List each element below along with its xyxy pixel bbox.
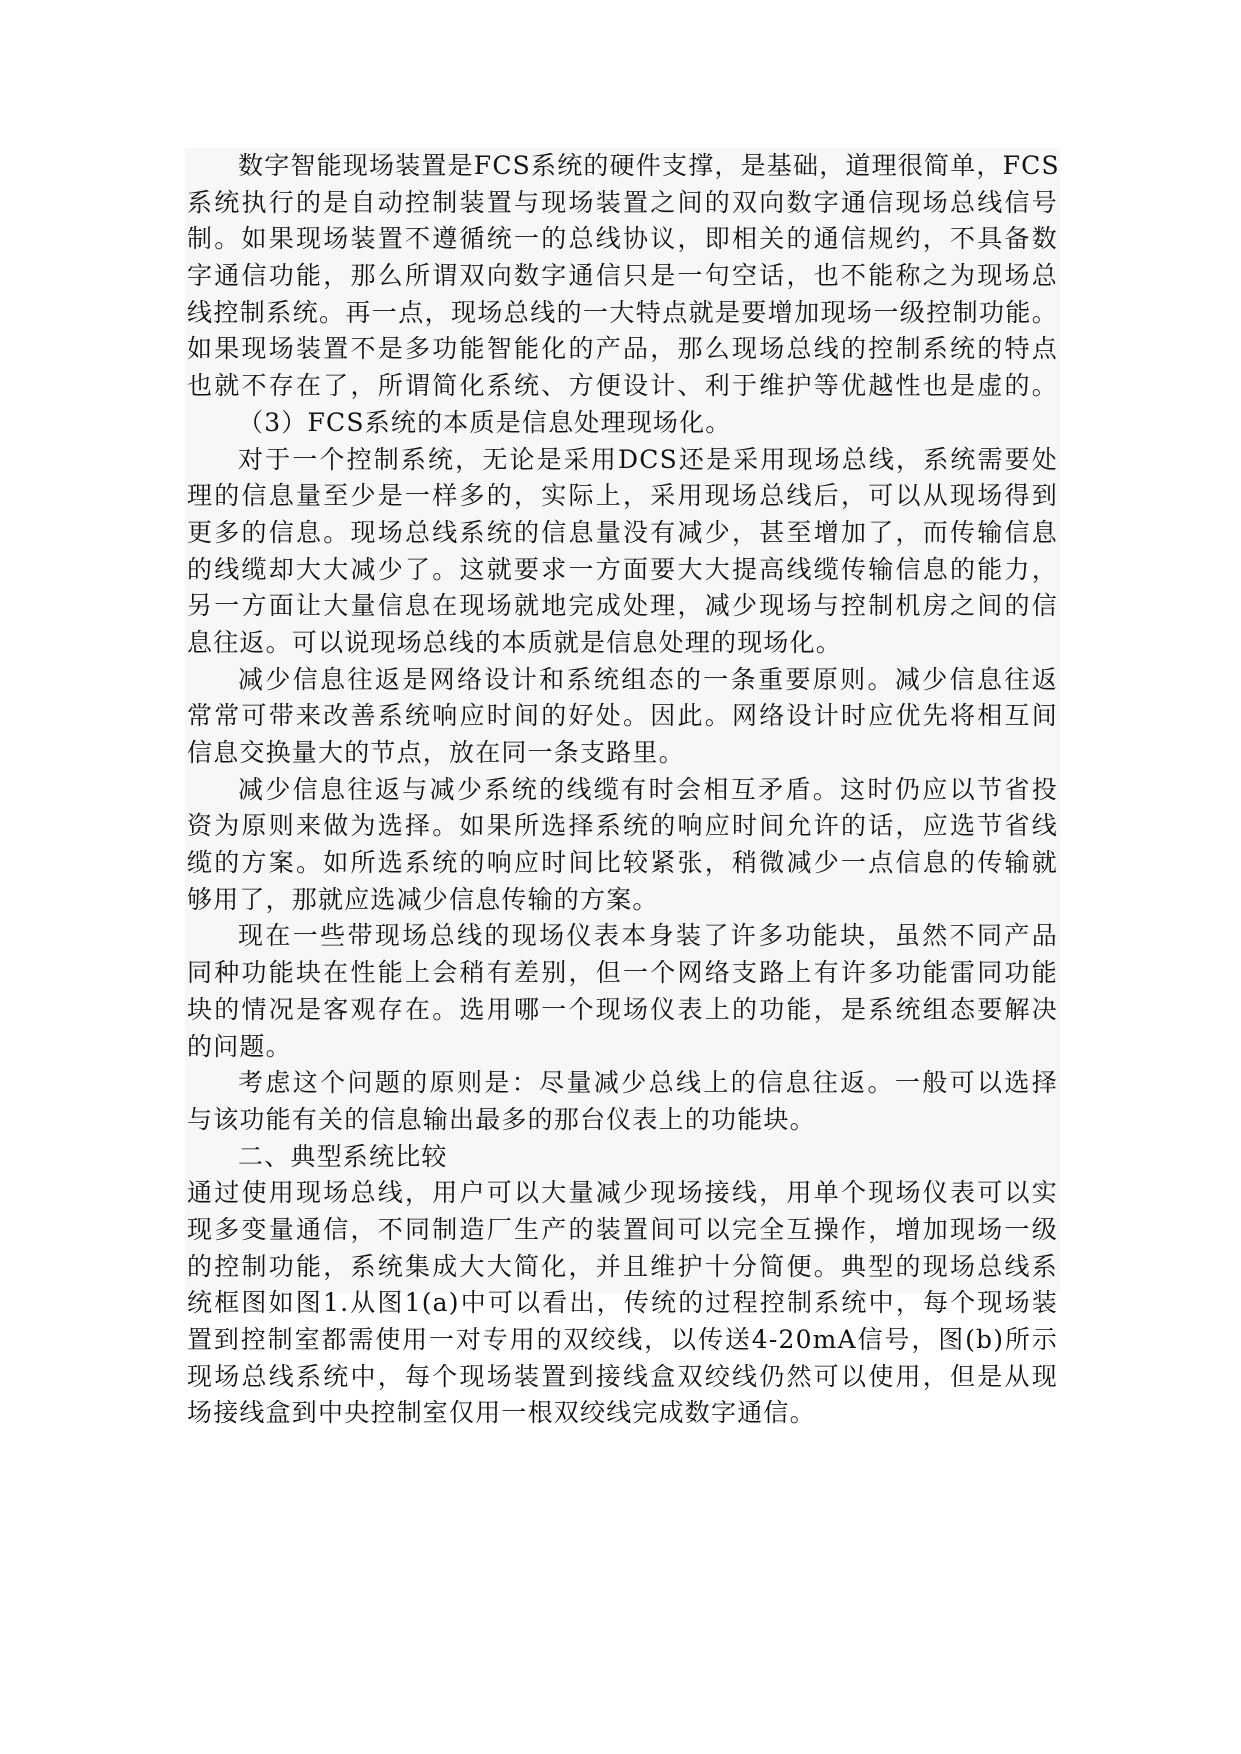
text-line: 数字智能现场装置是FCS系统的硬件支撑，是基础，道理很简单，FCS xyxy=(238,151,1060,180)
text-line: 更多的信息。现场总线系统的信息量没有减少，甚至增加了，而传输信息 xyxy=(187,517,1058,547)
text-line: 制。如果现场装置不遵循统一的总线协议，即相关的通信规约，不具备数 xyxy=(187,224,1058,254)
text-line: 如果现场装置不是多功能智能化的产品，那么现场总线的控制系统的特点 xyxy=(187,334,1058,364)
text-line: 置到控制室都需使用一对专用的双绞线，以传送4-20mA信号，图(b)所示 xyxy=(187,1325,1058,1354)
text-line: 另一方面让大量信息在现场就地完成处理，减少现场与控制机房之间的信 xyxy=(187,591,1058,621)
text-line: 减少信息往返是网络设计和系统组态的一条重要原则。减少信息往返 xyxy=(238,664,1058,694)
document-body xyxy=(185,148,1060,1428)
text-line: 够用了，那就应选减少信息传输的方案。 xyxy=(187,884,659,914)
text-line: 现多变量通信，不同制造厂生产的装置间可以完全互操作，增加现场一级 xyxy=(187,1214,1058,1244)
text-line: 场接线盒到中央控制室仅用一根双绞线完成数字通信。 xyxy=(187,1398,816,1428)
text-line: 统框图如图1.从图1(a)中可以看出，传统的过程控制系统中，每个现场装 xyxy=(187,1288,1058,1318)
text-line: 缆的方案。如所选系统的响应时间比较紧张，稍微减少一点信息的传输就 xyxy=(187,848,1058,878)
section-heading: （3）FCS系统的本质是信息处理现场化。 xyxy=(238,407,732,437)
section-heading: 二、典型系统比较 xyxy=(238,1141,448,1171)
text-line: 的控制功能，系统集成大大简化，并且维护十分简便。典型的现场总线系 xyxy=(187,1251,1058,1281)
text-line: 通过使用现场总线，用户可以大量减少现场接线，用单个现场仪表可以实 xyxy=(187,1178,1058,1208)
text-line: 字通信功能，那么所谓双向数字通信只是一句空话，也不能称之为现场总 xyxy=(187,261,1058,291)
text-line: 系统执行的是自动控制装置与现场装置之间的双向数字通信现场总线信号 xyxy=(187,187,1058,217)
text-line: 块的情况是客观存在。选用哪一个现场仪表上的功能，是系统组态要解决 xyxy=(187,994,1058,1024)
text-line: 资为原则来做为选择。如果所选择系统的响应时间允许的话，应选节省线 xyxy=(187,811,1058,841)
text-line: 减少信息往返与减少系统的线缆有时会相互矛盾。这时仍应以节省投 xyxy=(238,774,1058,804)
text-line: 也就不存在了，所谓简化系统、方便设计、利于维护等优越性也是虚的。 xyxy=(187,371,1058,401)
text-line: 信息交换量大的节点，放在同一条支路里。 xyxy=(187,738,685,767)
text-line: 对于一个控制系统，无论是采用DCS还是采用现场总线，系统需要处 xyxy=(238,444,1058,474)
text-line: 线控制系统。再一点，现场总线的一大特点就是要增加现场一级控制功能。 xyxy=(187,297,1058,327)
text-line: 与该功能有关的信息输出最多的那台仪表上的功能块。 xyxy=(187,1104,816,1134)
text-line: 的线缆却大大减少了。这就要求一方面要大大提高线缆传输信息的能力， xyxy=(187,554,1058,584)
text-line: 考虑这个问题的原则是：尽量减少总线上的信息往返。一般可以选择 xyxy=(238,1068,1058,1098)
text-line: 的问题。 xyxy=(187,1031,292,1061)
text-line: 现场总线系统中，每个现场装置到接线盒双绞线仍然可以使用，但是从现 xyxy=(187,1361,1058,1391)
text-line: 同种功能块在性能上会稍有差别，但一个网络支路上有许多功能雷同功能 xyxy=(187,958,1058,988)
text-line: 息往返。可以说现场总线的本质就是信息处理的现场化。 xyxy=(187,627,843,657)
text-line: 常常可带来改善系统响应时间的好处。因此。网络设计时应优先将相互间 xyxy=(187,701,1058,731)
text-line: 理的信息量至少是一样多的，实际上，采用现场总线后，可以从现场得到 xyxy=(187,481,1058,511)
text-line: 现在一些带现场总线的现场仪表本身装了许多功能块，虽然不同产品 xyxy=(238,921,1058,951)
